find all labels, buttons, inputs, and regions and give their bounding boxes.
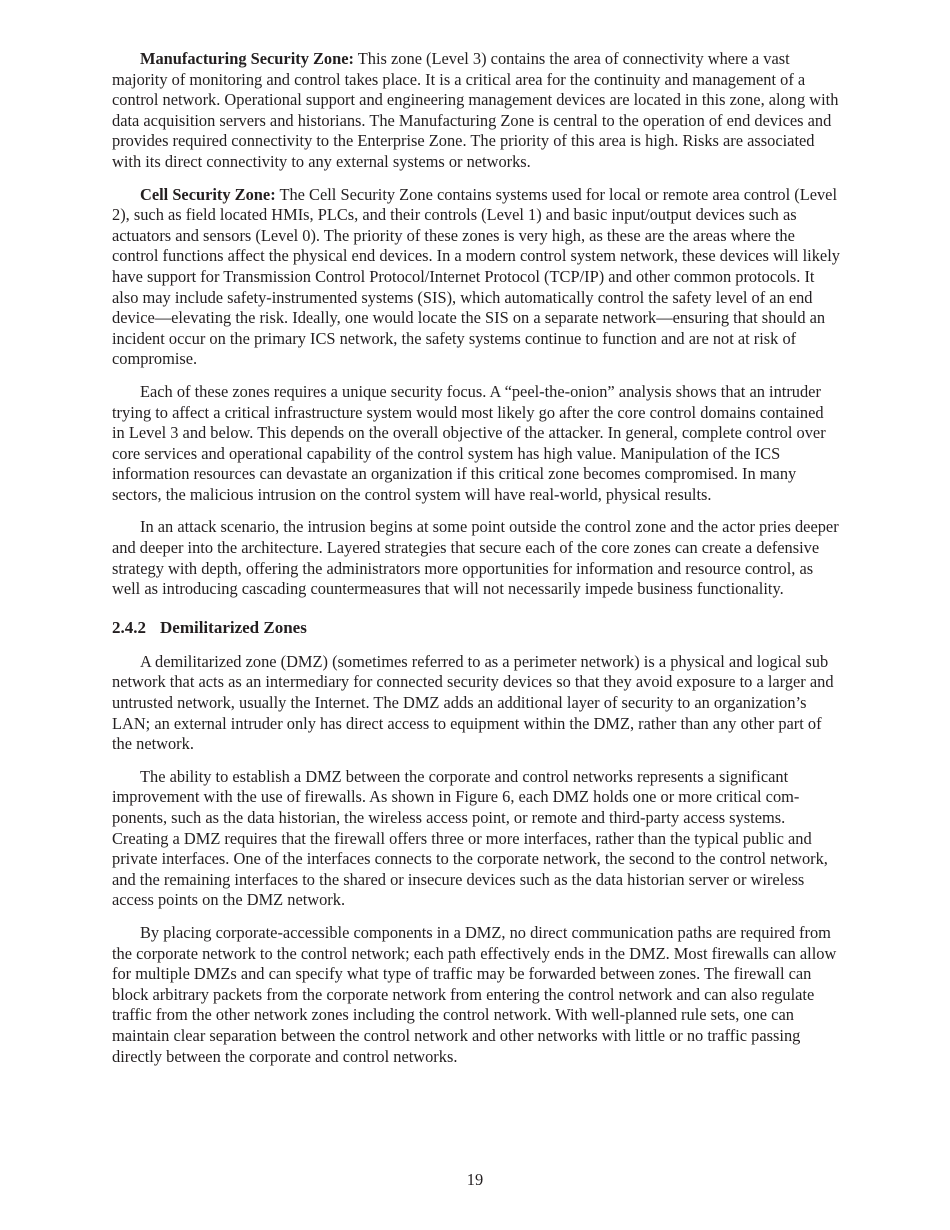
section-heading (112, 618, 840, 638)
paragraph-security-focus: Each of these zones requires a unique security focus. A “peel-the-onion” analysis shows that an intruder trying to affect a critical infrastructure system would most likely go after the core control domains contained in Level 3 and below. This depends on the overall objective of the attacker. In general, complete control over core services and operational capability of the control system has high value. Manipulation of the ICS information resources can devastate an organization if this critical zone becomes compromised. In many sectors, the malicious intrusion on the control system will have real-world, physical results. (112, 381, 826, 504)
page-number: 19 (466, 1170, 484, 1189)
paragraph-manufacturing-zone (112, 49, 840, 173)
paragraph-cell-zone (112, 185, 840, 370)
document-page (112, 49, 840, 1079)
paragraph-dmz-definition: A demilitarized zone (DMZ) (sometimes referred to as a perimeter network) is a physical and logical sub network that acts as an intermediary for connected security devices so that they avoid exposure to a larger and untrusted network, usually the Internet. The DMZ adds an additional layer of security to an organization’s LAN; an external intruder only has direct access to equipment within the DMZ, rather than any other part of the network. (112, 651, 834, 754)
paragraph-attack-scenario: In an attack scenario, the intrusion begins at some point outside the control zone and the actor pries deeper and deeper into the architecture. Layered strategies that secure each of the core zones can create a defensive strategy with depth, offering the administrators more opportunities for information and resource control, as well as introducing cascading countermeasures that will not necessarily impede business functionality. (112, 517, 839, 599)
section-number: 2.4.2 (112, 617, 146, 637)
paragraph-text: The Cell Security Zone contains systems used for local or remote area control (Level 2), such as field located HMIs, PLCs, and their controls (Level 1) and basic input/output devices such as actuators and sensors (Level 0). The priority of these zones is very high, as these are the areas where the control functions affect the physical end devices. In a modern control system network, these devices will likely have support for Transmission Control Protocol/Internet Protocol (TCP/IP) and other common protocols. It also may include safety-instrumented systems (SIS), which automatically control the safety level of an end device—elevating the risk. Ideally, one would locate the SIS on a separate network—ensuring that should an incident occur on the primary ICS network, the safety systems continue to function and are not at risk of compromise. (112, 184, 840, 369)
paragraph-lead: Manufacturing Security Zone: (140, 49, 354, 68)
section-title: Demilitarized Zones (160, 617, 307, 637)
paragraph-lead: Cell Security Zone: (140, 184, 276, 204)
paragraph-dmz-components: By placing corporate-accessible components in a DMZ, no direct communication paths are required from the corporate network to the control network; each path effectively ends in the DMZ. Most firewalls can allow for multiple DMZs and can specify what type of traffic may be forwarded between zones. The firewall can block arbitrary packets from the corporate network from entering the control network and can also regulate traffic from the other network zones including the control network. With well-planned rule sets, one can maintain clear separation between the control network and other networks with little or no traffic passing directly between the corporate and control networks. (112, 922, 837, 1066)
paragraph-dmz-firewalls: The ability to establish a DMZ between the corporate and control networks represents a significant improvement with the use of firewalls. As shown in Figure 6, each DMZ holds one or more critical components, such as the data historian, the wireless access point, or remote and third-party access systems. Creating a DMZ requires that the firewall offers three or more interfaces, rather than the typical public and private interfaces. One of the interfaces connects to the corporate network, the second to the control network, and the remaining interfaces to the shared or insecure devices such as the data historian server or wireless access points on the DMZ network. (112, 766, 828, 910)
paragraph-text: This zone (Level 3) contains the area of connectivity where a vast majority of monitoring and control takes place. It is a critical area for the continuity and management of a control network. Operational support and engineering management devices are located in this zone, along with data acquisition servers and historians. The Manufacturing Zone is central to the operation of end devices and provides required connectivity to the Enterprise Zone. The priority of this area is high. Risks are associated with its direct connectivity to any external systems or networks. (112, 49, 839, 171)
